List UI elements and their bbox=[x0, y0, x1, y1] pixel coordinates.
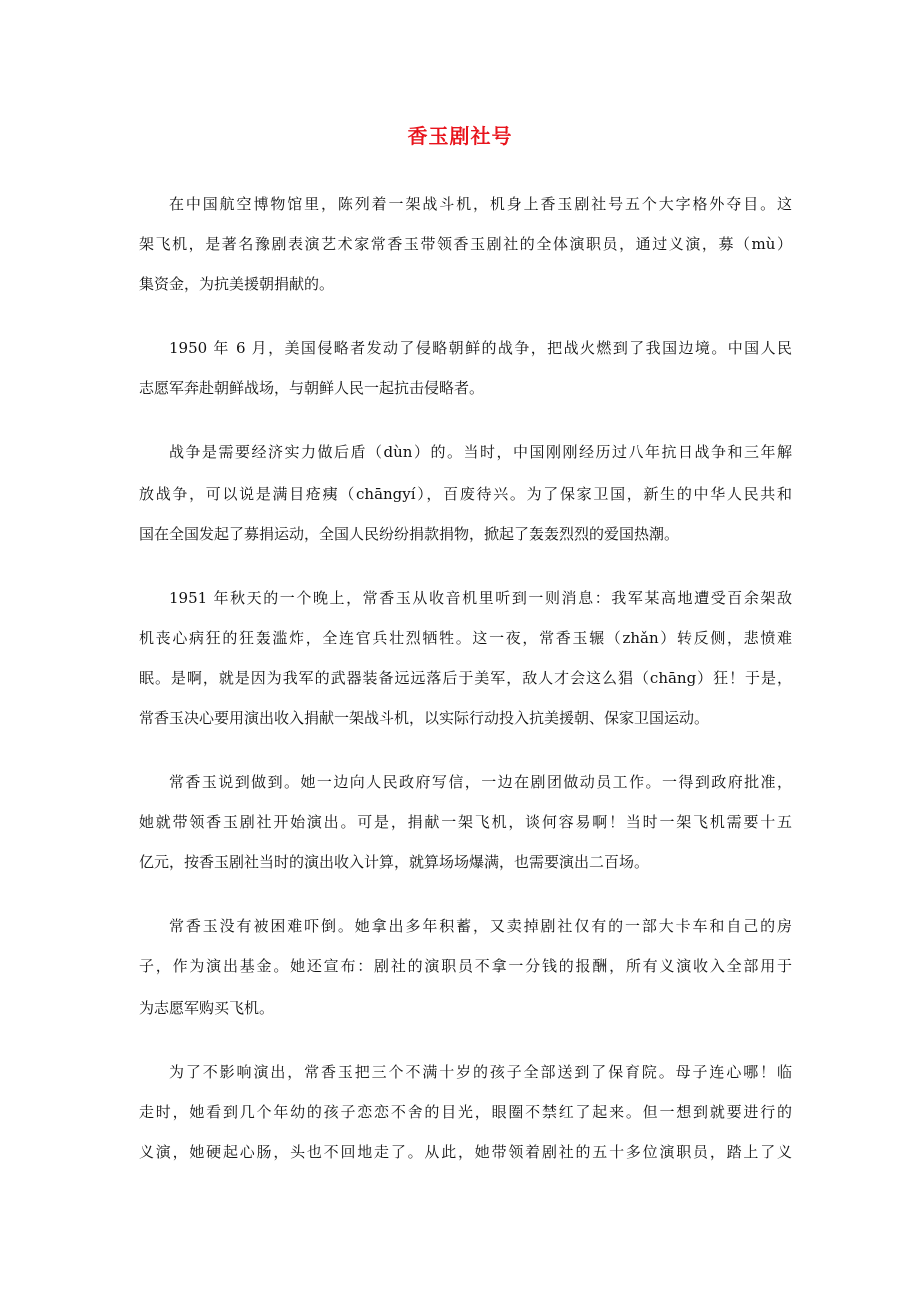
paragraph-4-line-4: 常香玉决心要用演出收入捐献一架战斗机，以实际行动投入抗美援朝、保家卫国运动。 bbox=[139, 709, 710, 727]
paragraph-4-line-3: 眠。是啊，就是因为我军的武器装备远远落后于美军，敌人才会这么猖（chāng）狂！于是， bbox=[139, 669, 792, 687]
paragraph-5-line-1: 常香玉说到做到。她一边向人民政府写信，一边在剧团做动员工作。一得到政府批准， bbox=[169, 773, 792, 791]
paragraph-3-line-1: 战争是需要经济实力做后盾（dùn）的。当时，中国刚刚经历过八年抗日战争和三年解 bbox=[169, 443, 792, 461]
paragraph-2-line-2: 志愿军奔赴朝鲜战场，与朝鲜人民一起抗击侵略者。 bbox=[139, 379, 485, 397]
paragraph-2-line-1: 1950 年 6 月，美国侵略者发动了侵略朝鲜的战争，把战火燃到了我国边境。中国人民 bbox=[169, 339, 792, 357]
paragraph-4-line-1: 1951 年秋天的一个晚上，常香玉从收音机里听到一则消息：我军某高地遭受百余架敌 bbox=[169, 589, 792, 607]
paragraph-6-line-2: 子，作为演出基金。她还宣布：剧社的演职员不拿一分钱的报酬，所有义演收入全部用于 bbox=[139, 957, 792, 975]
paragraph-1-line-3: 集资金，为抗美援朝捐献的。 bbox=[139, 275, 335, 293]
paragraph-3-line-2: 放战争，可以说是满目疮痍（chāngyí），百废待兴。为了保家卫国，新生的中华人民共和 bbox=[139, 485, 792, 503]
paragraph-4-line-2: 机丧心病狂的狂轰滥炸，全连官兵壮烈牺牲。这一夜，常香玉辗（zhǎn）转反侧，悲愤难 bbox=[139, 629, 792, 647]
paragraph-1-line-2: 架飞机，是著名豫剧表演艺术家常香玉带领香玉剧社的全体演职员，通过义演，募（mù） bbox=[139, 235, 792, 253]
paragraph-1-line-1: 在中国航空博物馆里，陈列着一架战斗机，机身上香玉剧社号五个大字格外夺目。这 bbox=[169, 195, 792, 213]
paragraph-5-line-3: 亿元，按香玉剧社当时的演出收入计算，就算场场爆满，也需要演出二百场。 bbox=[139, 853, 650, 871]
paragraph-7-line-1: 为了不影响演出，常香玉把三个不满十岁的孩子全部送到了保育院。母子连心哪！临 bbox=[169, 1063, 792, 1081]
paragraph-7-line-2: 走时，她看到几个年幼的孩子恋恋不舍的目光，眼圈不禁红了起来。但一想到就要进行的 bbox=[139, 1103, 792, 1121]
paragraph-7-line-3: 义演，她硬起心肠，头也不回地走了。从此，她带领着剧社的五十多位演职员，踏上了义 bbox=[139, 1143, 792, 1161]
paragraph-5-line-2: 她就带领香玉剧社开始演出。可是，捐献一架飞机，谈何容易啊！当时一架飞机需要十五 bbox=[139, 813, 792, 831]
paragraph-6-line-1: 常香玉没有被困难吓倒。她拿出多年积蓄，又卖掉剧社仅有的一部大卡车和自己的房 bbox=[169, 917, 792, 935]
paragraph-3-line-3: 国在全国发起了募捐运动，全国人民纷纷捐款捐物，掀起了轰轰烈烈的爱国热潮。 bbox=[139, 525, 680, 543]
paragraph-6-line-3: 为志愿军购买飞机。 bbox=[139, 999, 275, 1017]
document-title: 香玉剧社号 bbox=[407, 124, 513, 148]
